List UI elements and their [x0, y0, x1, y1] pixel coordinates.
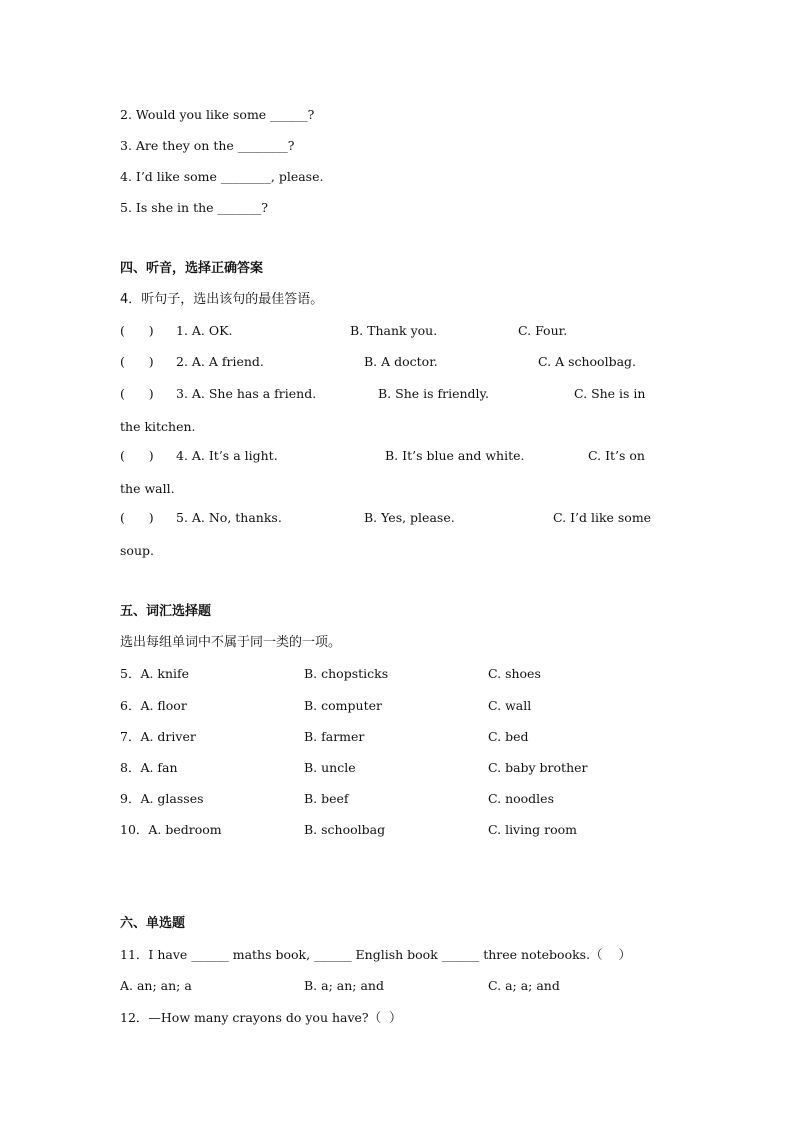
- option-c: C. shoes: [488, 666, 541, 681]
- option-continuation: the wall.: [120, 481, 175, 496]
- option-b: B. computer: [304, 698, 382, 713]
- section-instruction: 选出每组单词中不属于同一类的一项。: [120, 635, 342, 650]
- option-c: C. living room: [488, 822, 578, 837]
- option-b: B. Thank you.: [350, 323, 438, 338]
- option-c: C. Four.: [518, 323, 568, 338]
- question-12: 12．—How many crayons do you have?（ ）: [120, 1010, 402, 1025]
- option-a: 5．A. knife: [120, 666, 190, 681]
- option-c: C. baby brother: [488, 760, 588, 775]
- option-continuation: the kitchen.: [120, 419, 196, 434]
- option-c: C. wall: [488, 698, 532, 713]
- option-a: 3. A. She has a friend.: [176, 386, 317, 401]
- option-b: B. She is friendly.: [378, 386, 489, 401]
- option-c: C. a; a; and: [488, 978, 560, 993]
- answer-parentheses: ( ): [120, 448, 154, 463]
- question-11: 11．I have ______ maths book, ______ English book ______ three notebooks.（ ）: [120, 947, 631, 962]
- fill-blank-line: 2. Would you like some ______?: [120, 107, 315, 122]
- fill-blank-line: 3. Are they on the ________?: [120, 138, 295, 153]
- option-a: 9．A. glasses: [120, 791, 204, 806]
- option-c: C. A schoolbag.: [538, 354, 637, 369]
- option-b: B. beef: [304, 791, 349, 806]
- option-c: C. It’s on: [588, 448, 645, 463]
- option-a: 5. A. No, thanks.: [176, 510, 282, 525]
- option-a: 8．A. fan: [120, 760, 178, 775]
- answer-parentheses: ( ): [120, 510, 154, 525]
- option-b: B. farmer: [304, 729, 365, 744]
- option-a: A. an; an; a: [120, 978, 192, 993]
- option-b: B. A doctor.: [364, 354, 438, 369]
- option-a: 6．A. floor: [120, 698, 187, 713]
- fill-blank-line: 5. Is she in the _______?: [120, 200, 268, 215]
- answer-parentheses: ( ): [120, 386, 154, 401]
- option-c: C. bed: [488, 729, 529, 744]
- option-b: B. schoolbag: [304, 822, 386, 837]
- option-a: 4. A. It’s a light.: [176, 448, 278, 463]
- answer-parentheses: ( ): [120, 354, 154, 369]
- fill-blank-line: 4. I’d like some ________, please.: [120, 169, 324, 184]
- option-b: B. a; an; and: [304, 978, 384, 993]
- option-c: C. I’d like some: [553, 510, 652, 525]
- option-a: 7．A. driver: [120, 729, 196, 744]
- option-continuation: soup.: [120, 543, 154, 558]
- option-a: 1. A. OK.: [176, 323, 233, 338]
- section-heading: 四、听音，选择正确答案: [120, 261, 264, 276]
- option-a: 2. A. A friend.: [176, 354, 264, 369]
- option-a: 10．A. bedroom: [120, 822, 222, 837]
- option-b: B. chopsticks: [304, 666, 389, 681]
- option-b: B. uncle: [304, 760, 356, 775]
- section-heading: 五、词汇选择题: [120, 604, 212, 619]
- option-c: C. She is in: [574, 386, 646, 401]
- option-b: B. It’s blue and white.: [385, 448, 525, 463]
- section-heading: 六、单选题: [120, 916, 186, 931]
- answer-parentheses: ( ): [120, 323, 154, 338]
- section-instruction: 4．听句子，选出该句的最佳答语。: [120, 292, 324, 307]
- option-b: B. Yes, please.: [364, 510, 455, 525]
- option-c: C. noodles: [488, 791, 554, 806]
